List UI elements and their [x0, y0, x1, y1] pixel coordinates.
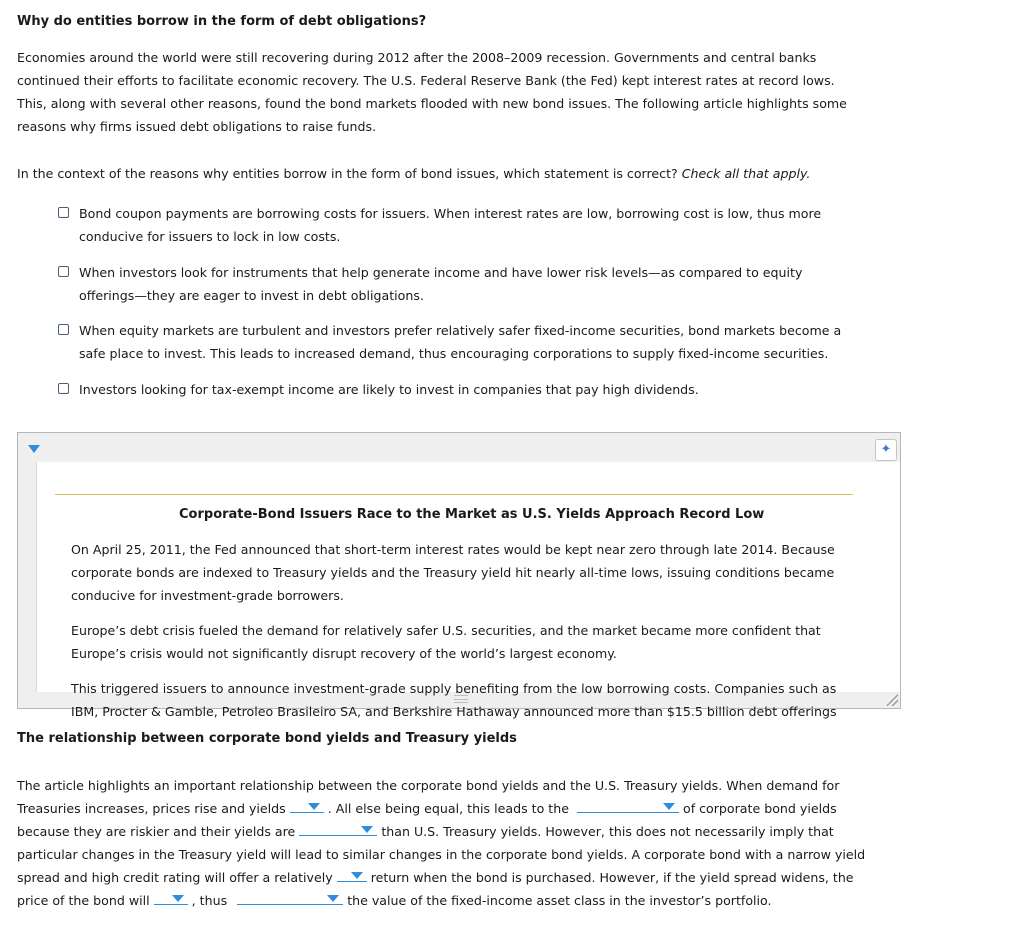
question-prompt	[17, 162, 810, 185]
text: price of the bond will	[17, 893, 150, 908]
relationship-line	[17, 774, 839, 797]
relationship-line	[17, 866, 854, 889]
choice-line: offerings—they are eager to invest in debt obligations.	[79, 288, 424, 303]
article-panel	[17, 432, 901, 719]
text: return when the bond is purchased. However, if the yield spread widens, the	[370, 870, 854, 885]
text: of corporate bond yields	[682, 801, 837, 816]
dropdown-treasury-yields[interactable]	[290, 797, 324, 813]
intro-line: reasons why firms issued debt obligations to raise funds.	[17, 119, 377, 134]
checkbox[interactable]	[58, 266, 69, 277]
checkbox[interactable]	[58, 324, 69, 335]
text: spread and high credit rating will offer a relatively	[17, 870, 333, 885]
intro-line: This, along with several other reasons, found the bond markets flooded with new bond issues. The following article highlights some	[17, 96, 847, 111]
checkbox[interactable]	[58, 383, 69, 394]
checkbox[interactable]	[58, 207, 69, 218]
choice-line: safe place to invest. This leads to increased demand, thus encouraging corporations to supply fixed-income securities.	[79, 346, 829, 361]
text: . All else being equal, this leads to the	[327, 801, 569, 816]
drag-grip-icon[interactable]	[454, 695, 468, 703]
relationship-line	[17, 843, 865, 866]
dropdown-riskier-yields[interactable]	[299, 820, 377, 836]
question-heading: Why do entities borrow in the form of debt obligations?	[17, 14, 427, 29]
prompt-text: In the context of the reasons why entities borrow in the form of bond issues, which statement is correct?	[17, 166, 678, 181]
intro-paragraph	[17, 46, 897, 138]
article-line: conducive for investment-grade borrowers.	[71, 588, 344, 603]
dropdown-relative-return[interactable]	[337, 866, 367, 882]
article-line: IBM, Procter & Gamble, Petroleo Brasileiro SA, and Berkshire Hathaway announced more than $15.5 billion debt offerings	[71, 704, 837, 719]
article-paragraph-3	[71, 677, 881, 723]
text: Treasuries increases, prices rise and yields	[17, 801, 286, 816]
intro-line: continued their efforts to facilitate economic recovery. The U.S. Federal Reserve Bank (the Fed) kept interest rates at record lows.	[17, 73, 835, 88]
article-paragraph-1	[71, 538, 881, 607]
prompt-hint: Check all that apply.	[681, 166, 811, 181]
resize-handle-icon[interactable]	[886, 694, 898, 706]
article-line: On April 25, 2011, the Fed announced that short-term interest rates would be kept near zero through late 2014. Because	[71, 542, 835, 557]
article-scroll-area[interactable]	[36, 462, 900, 719]
dropdown-corporate-yield-change[interactable]	[577, 797, 679, 813]
choice-line: conducive for issuers to lock in low costs.	[79, 229, 341, 244]
choice-line: When investors look for instruments that help generate income and have lower risk levels—as compared to equity	[79, 265, 803, 280]
article-line: Europe’s crisis would not significantly disrupt recovery of the world’s largest economy.	[71, 646, 617, 661]
text: The article highlights an important relationship between the corporate bond yields and the U.S. Treasury yields. When demand for	[17, 778, 840, 793]
relationship-line	[17, 889, 772, 912]
text: the value of the fixed-income asset class in the investor’s portfolio.	[347, 893, 772, 908]
article-paragraph-2	[71, 619, 881, 665]
relationship-line	[17, 797, 837, 820]
text: , thus	[191, 893, 228, 908]
choice-line: When equity markets are turbulent and investors prefer relatively safer fixed-income securities, bond markets become a	[79, 323, 842, 338]
relationship-line	[17, 820, 834, 843]
article-line: This triggered issuers to announce investment-grade supply benefiting from the low borrowing costs. Companies such as	[71, 681, 837, 696]
text: because they are riskier and their yields are	[17, 824, 296, 839]
article-line: Europe’s debt crisis fueled the demand for relatively safer U.S. securities, and the market became more confident that	[71, 623, 821, 638]
intro-line: Economies around the world were still recovering during 2012 after the 2008–2009 recession. Governments and central banks	[17, 50, 817, 65]
choice-line: Bond coupon payments are borrowing costs for issuers. When interest rates are low, borrowing cost is low, thus more	[79, 206, 822, 221]
article-title: Corporate-Bond Issuers Race to the Market as U.S. Yields Approach Record Low	[179, 507, 765, 522]
relationship-heading: The relationship between corporate bond yields and Treasury yields	[17, 731, 517, 746]
choice-line: Investors looking for tax-exempt income are likely to invest in companies that pay high dividends.	[79, 382, 699, 397]
collapse-triangle-icon[interactable]	[28, 445, 40, 453]
dropdown-asset-value[interactable]	[237, 889, 343, 905]
article-divider	[55, 494, 853, 495]
pin-icon[interactable]: ✦	[875, 439, 897, 461]
dropdown-bond-price[interactable]	[154, 889, 188, 905]
text: particular changes in the Treasury yield will lead to similar changes in the corporate bond yields. A corporate bond with a narrow yield	[17, 847, 866, 862]
text: than U.S. Treasury yields. However, this does not necessarily imply that	[381, 824, 834, 839]
article-line: corporate bonds are indexed to Treasury yields and the Treasury yield hit nearly all-time lows, issuing conditions became	[71, 565, 835, 580]
